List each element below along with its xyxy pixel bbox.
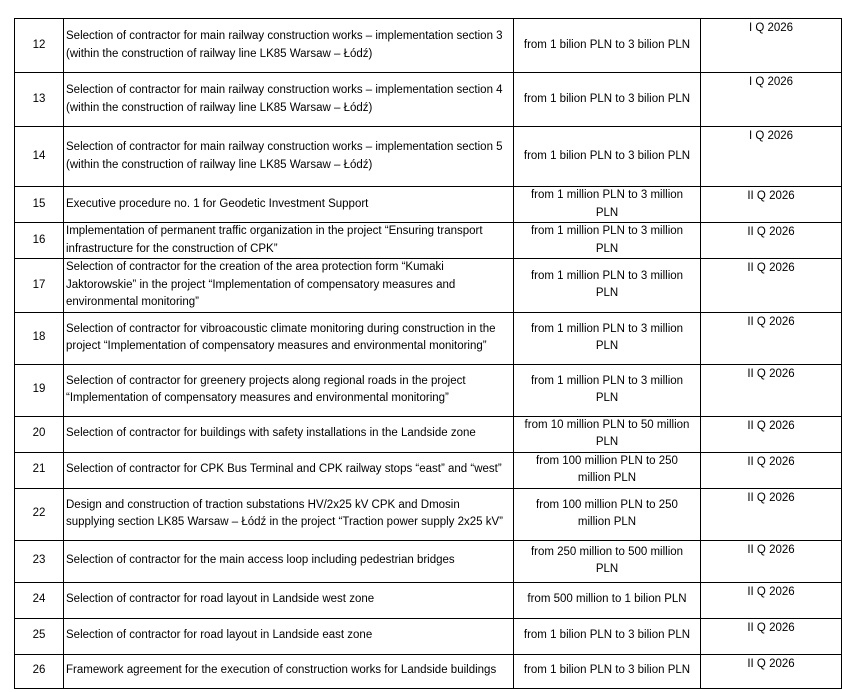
planned-date: II Q 2026	[701, 452, 842, 488]
estimated-value: from 1 million PLN to 3 million PLN	[514, 187, 701, 223]
row-number: 24	[15, 582, 64, 618]
row-number: 15	[15, 187, 64, 223]
row-number: 13	[15, 73, 64, 127]
row-number: 14	[15, 127, 64, 187]
estimated-value: from 1 bilion PLN to 3 bilion PLN	[514, 73, 701, 127]
planned-date: II Q 2026	[701, 488, 842, 540]
planned-date: II Q 2026	[701, 259, 842, 313]
planned-date: II Q 2026	[701, 654, 842, 688]
procedure-description: Selection of contractor for main railway construction works – implementation section 4 (within the construction of railway line LK85 Warsaw – Łódź)	[64, 73, 514, 127]
procurement-table-page	[14, 18, 842, 689]
procedure-description: Executive procedure no. 1 for Geodetic Investment Support	[64, 187, 514, 223]
row-number: 21	[15, 452, 64, 488]
procedure-description: Selection of contractor for the creation of the area protection form “Kumaki Jaktorowskie” in the project “Implementation of compensatory measures and environmental monitoring”	[64, 259, 514, 313]
table-row	[15, 223, 842, 259]
procedure-description: Selection of contractor for main railway construction works – implementation section 3 (within the construction of railway line LK85 Warsaw – Łódź)	[64, 19, 514, 73]
planned-date: II Q 2026	[701, 187, 842, 223]
row-number: 20	[15, 416, 64, 452]
table-row	[15, 654, 842, 688]
estimated-value: from 1 bilion PLN to 3 bilion PLN	[514, 654, 701, 688]
planned-date: II Q 2026	[701, 223, 842, 259]
planned-date: II Q 2026	[701, 416, 842, 452]
procedure-description: Implementation of permanent traffic organization in the project “Ensuring transport infrastructure for the construction of CPK”	[64, 223, 514, 259]
estimated-value: from 1 bilion PLN to 3 bilion PLN	[514, 19, 701, 73]
table-row	[15, 19, 842, 73]
estimated-value: from 10 million PLN to 50 million PLN	[514, 416, 701, 452]
procedure-description: Selection of contractor for buildings with safety installations in the Landside zone	[64, 416, 514, 452]
planned-date: II Q 2026	[701, 618, 842, 654]
table-row	[15, 312, 842, 364]
table-row	[15, 187, 842, 223]
planned-date: II Q 2026	[701, 312, 842, 364]
procedure-description: Selection of contractor for greenery projects along regional roads in the project “Implementation of compensatory measures and environmental monitoring”	[64, 364, 514, 416]
estimated-value: from 100 million PLN to 250 million PLN	[514, 452, 701, 488]
estimated-value: from 1 bilion PLN to 3 bilion PLN	[514, 618, 701, 654]
row-number: 18	[15, 312, 64, 364]
table-row	[15, 488, 842, 540]
table-row	[15, 582, 842, 618]
row-number: 26	[15, 654, 64, 688]
row-number: 12	[15, 19, 64, 73]
planned-date: I Q 2026	[701, 73, 842, 127]
planned-date: I Q 2026	[701, 127, 842, 187]
table-row	[15, 416, 842, 452]
procedure-description: Selection of contractor for main railway construction works – implementation section 5 (within the construction of railway line LK85 Warsaw – Łódź)	[64, 127, 514, 187]
procedure-description: Selection of contractor for CPK Bus Terminal and CPK railway stops “east” and “west”	[64, 452, 514, 488]
procurement-table	[14, 18, 842, 689]
procedure-description: Selection of contractor for road layout in Landside east zone	[64, 618, 514, 654]
row-number: 23	[15, 540, 64, 582]
row-number: 16	[15, 223, 64, 259]
estimated-value: from 100 million PLN to 250 million PLN	[514, 488, 701, 540]
estimated-value: from 1 million PLN to 3 million PLN	[514, 312, 701, 364]
procedure-description: Selection of contractor for vibroacoustic climate monitoring during construction in the project “Implementation of compensatory measures and environmental monitoring”	[64, 312, 514, 364]
planned-date: II Q 2026	[701, 582, 842, 618]
estimated-value: from 1 million PLN to 3 million PLN	[514, 259, 701, 313]
table-row	[15, 259, 842, 313]
planned-date: II Q 2026	[701, 540, 842, 582]
estimated-value: from 1 million PLN to 3 million PLN	[514, 364, 701, 416]
table-row	[15, 364, 842, 416]
table-row	[15, 127, 842, 187]
estimated-value: from 500 million to 1 bilion PLN	[514, 582, 701, 618]
row-number: 17	[15, 259, 64, 313]
procedure-description: Design and construction of traction substations HV/2x25 kV CPK and Dmosin supplying section LK85 Warsaw – Łódź in the project “Traction power supply 2x25 kV”	[64, 488, 514, 540]
procedure-description: Selection of contractor for road layout in Landside west zone	[64, 582, 514, 618]
table-row	[15, 540, 842, 582]
planned-date: II Q 2026	[701, 364, 842, 416]
planned-date: I Q 2026	[701, 19, 842, 73]
estimated-value: from 250 million to 500 million PLN	[514, 540, 701, 582]
estimated-value: from 1 million PLN to 3 million PLN	[514, 223, 701, 259]
row-number: 25	[15, 618, 64, 654]
table-row	[15, 73, 842, 127]
estimated-value: from 1 bilion PLN to 3 bilion PLN	[514, 127, 701, 187]
table-row	[15, 618, 842, 654]
procedure-description: Framework agreement for the execution of construction works for Landside buildings	[64, 654, 514, 688]
table-row	[15, 452, 842, 488]
row-number: 22	[15, 488, 64, 540]
procedure-description: Selection of contractor for the main access loop including pedestrian bridges	[64, 540, 514, 582]
row-number: 19	[15, 364, 64, 416]
